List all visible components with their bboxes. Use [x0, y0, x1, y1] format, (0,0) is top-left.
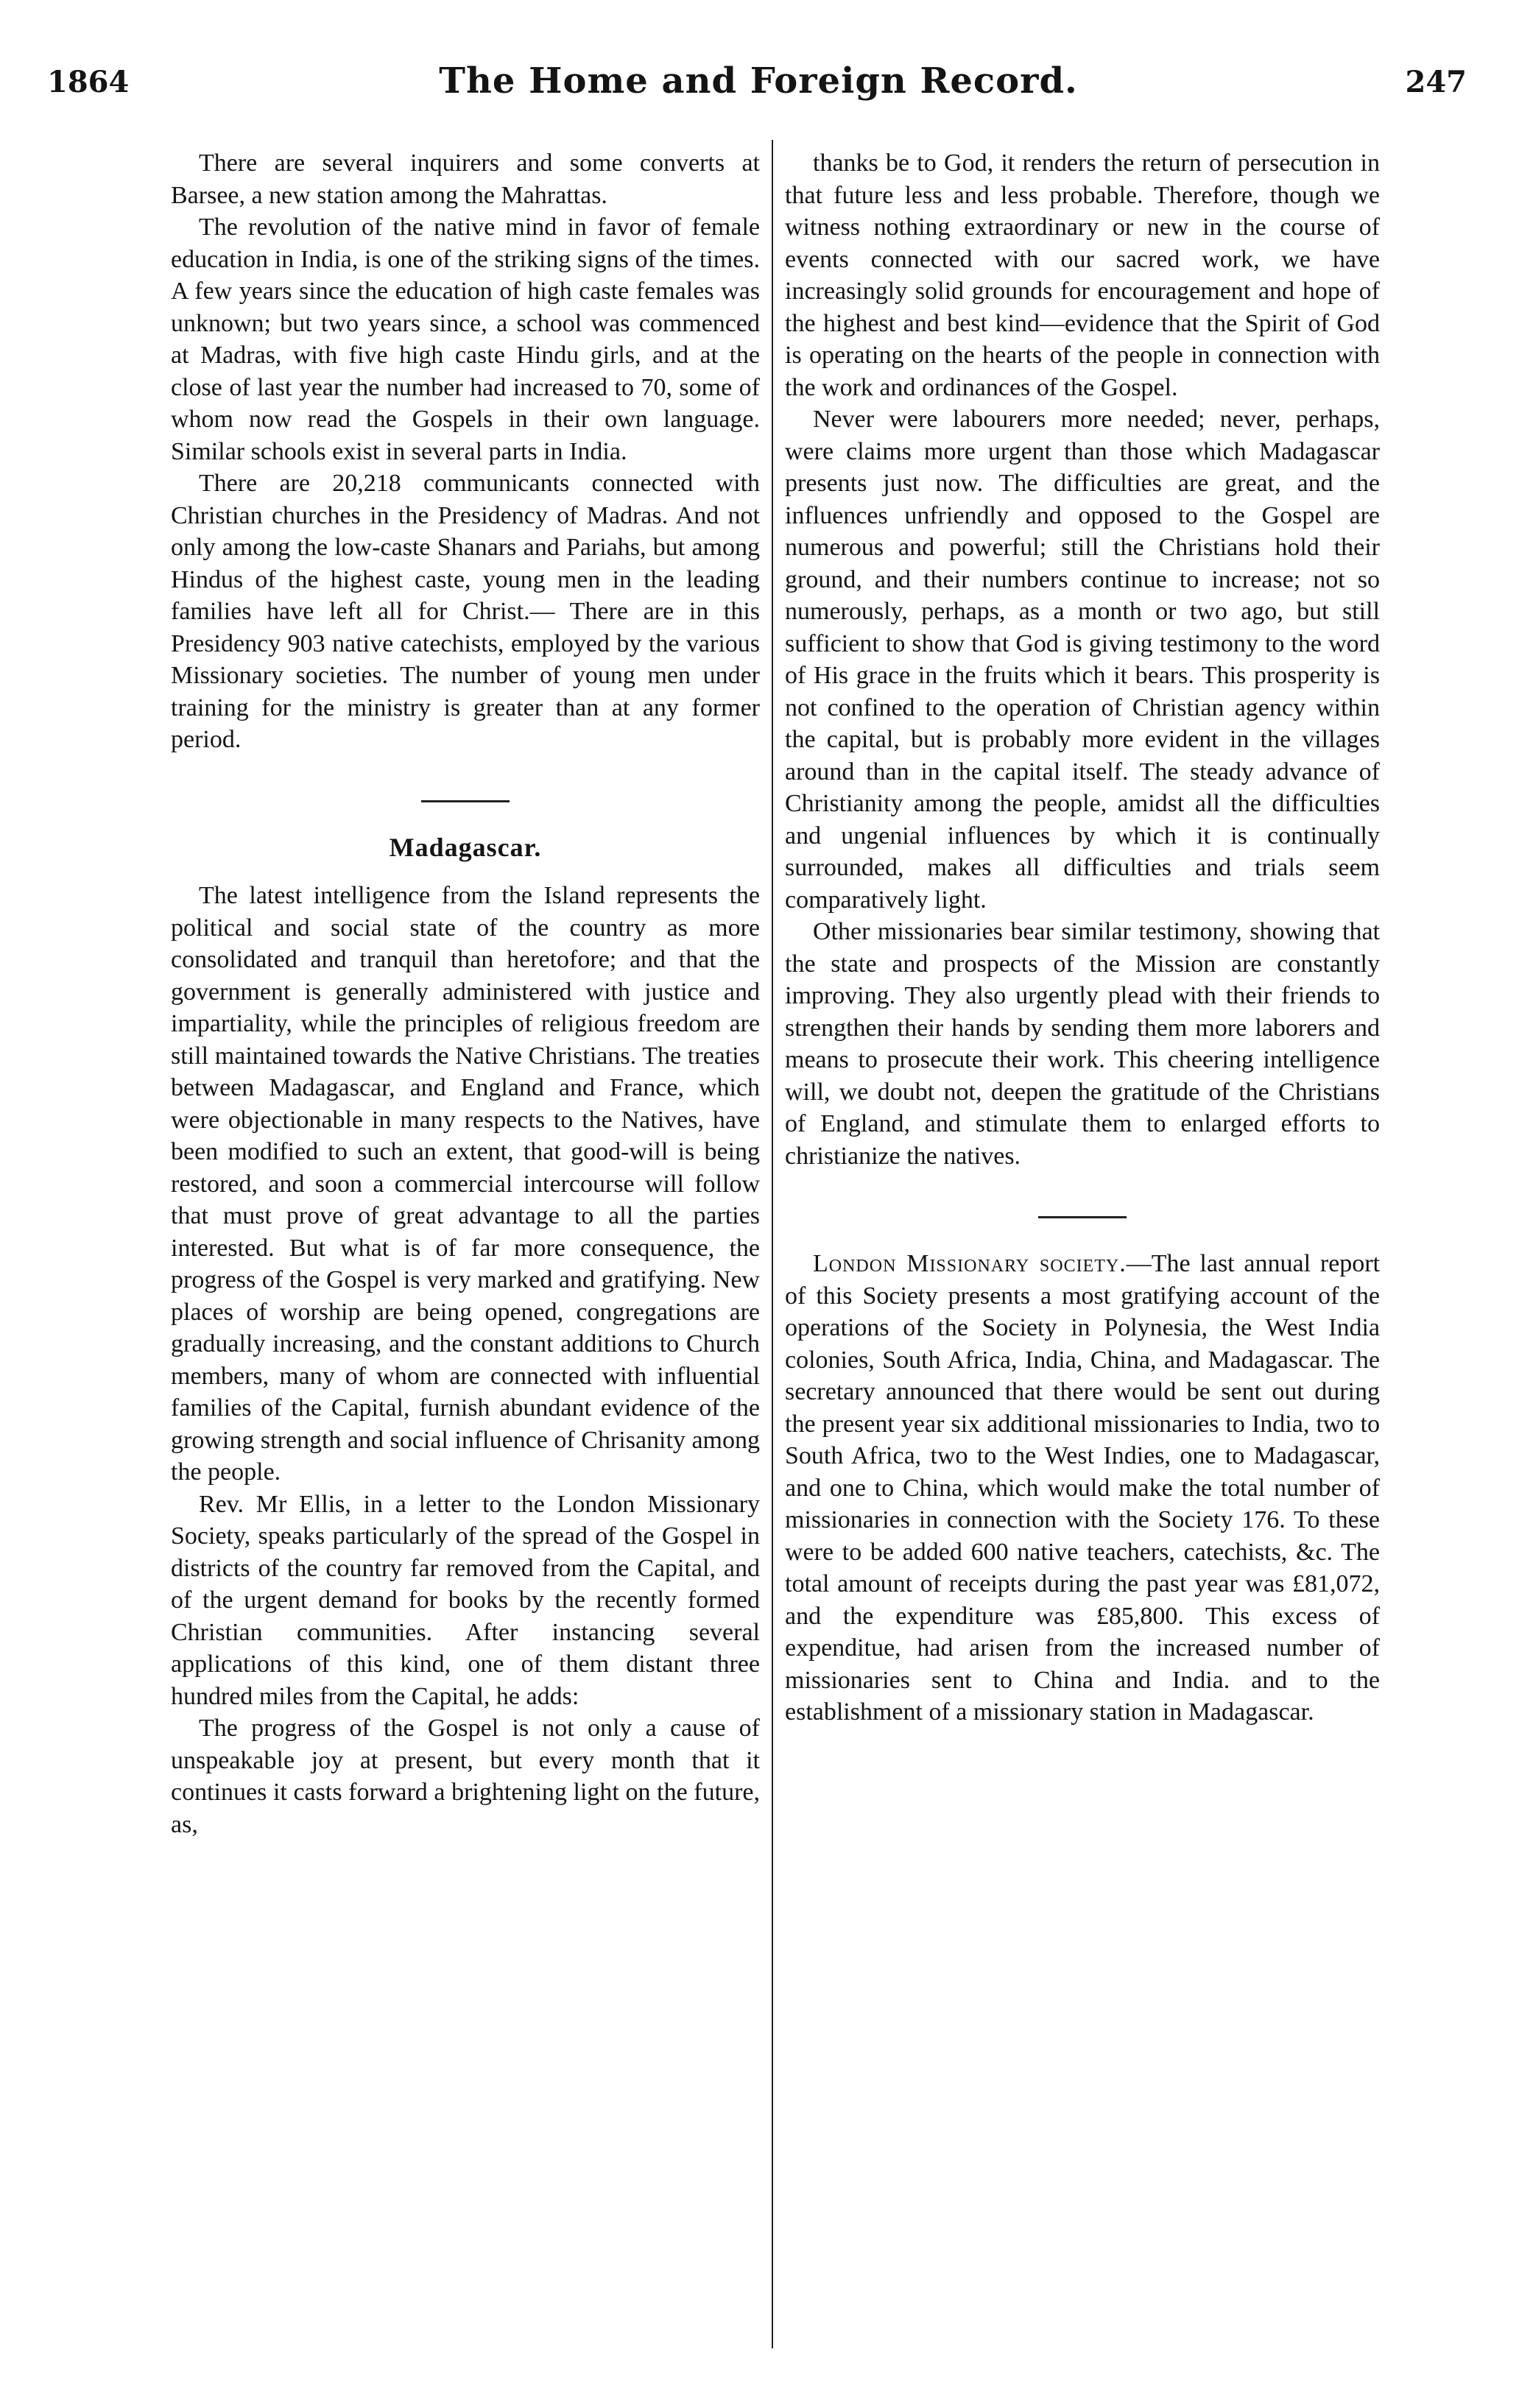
paragraph: Never were labourers more needed; never, perhaps, were claims more urgent than those which Madagascar presents just now. The difficulties are great, and the influences unfriendly and opposed to the Gospel are numerous and powerful; still the Christians hold their ground, and their numbers continue to increase; not so numerously, perhaps, as a month or two ago, but still sufficient to show that God is giving testimony to the word of His grace in the fruits which it bears. This prosperity is not confined to the operation of Christian agency within the capital, but is probably more evident in the villages around than in the capital itself. The steady advance of Christianity among the people, amidst all the difficulties and ungenial influences by which it is continually surrounded, makes all difficulties and trials seem comparatively light.	[785, 406, 1380, 914]
page-number: 247	[1405, 65, 1467, 99]
section-rule	[1038, 1216, 1127, 1218]
paragraph-body: —The last annual report of this Society presents a most gratifying account of the operations of the Society in Polynesia, the West India colonies, South Africa, India, China, and Madagascar. The secretary announced that there would be sent out during the present year six additional missionaries to India, two to South Africa, two to the West Indies, one to Madagascar, and one to China, which would make the total number of missionaries in connection with the Society 176. To these were to be added 600 native teachers, catechists, &c. The total amount of receipts during the past year was £81,072, and the expenditure was £85,800. This excess of expenditue, had arisen from the increased number of missionaries sent to China and India. and to the establishment of a missionary station in Madagascar.	[785, 1250, 1381, 1726]
header-year: 1864	[47, 65, 130, 99]
run-in-heading: London Missionary society.	[813, 1250, 1127, 1277]
paragraph: There are several inquirers and some converts at Barsee, a new station among the Mahrattas.	[171, 149, 760, 209]
paragraph: The revolution of the native mind in favor of female education in India, is one of the striking signs of the times. A few years since the education of high caste females was unknown; but two years since, a school was commenced at Madras, with five high caste Hindu girls, and at the close of last year the number had increased to 70, some of whom now read the Gospels in their own language. Similar schools exist in several parts in India.	[171, 213, 760, 465]
paragraph: Other missionaries bear similar testimony, showing that the state and prospects of the Mission are constantly improving. They also urgently plead with their friends to strengthen their hands by sending them more laborers and means to prosecute their work. This cheering intelligence will, we doubt not, deepen the gratitude of the Christians of England, and stimulate them to enlarged efforts to christianize the natives.	[785, 918, 1380, 1170]
paragraph: The latest intelligence from the Island represents the political and social state of the country as more consolidated and tranquil than heretofore; and that the government is generally administered with justice and impartiality, while the principles of religious freedom are still maintained towards the Native Christians. The treaties between Madagascar, and England and France, which were objectionable in many respects to the Natives, have been modified to such an extent, that good-will is being restored, and soon a commercial intercourse will follow that must prove of great advantage to all the parties interested. But what is of far more consequence, the progress of the Gospel is very marked and gratifying. New places of worship are being opened, congregations are gradually increasing, and the constant additions to Church members, many of whom are connected with influential families of the Capital, furnish abundant evidence of the growing strength and social influence of Chrisanity among the people.	[171, 882, 760, 1486]
section-rule	[421, 800, 510, 802]
left-column	[171, 147, 760, 1840]
right-column	[785, 147, 1380, 1729]
paragraph: There are 20,218 communicants connected with Christian churches in the Presidency of Madras. And not only among the low-caste Shanars and Pariahs, but among Hindus of the highest caste, young men in the leading families have left all for Christ.— There are in this Presidency 903 native catechists, employed by the various Missionary societies. The number of young men under training for the ministry is greater than at any former period.	[171, 470, 760, 753]
column-divider	[772, 140, 773, 2348]
paragraph: Rev. Mr Ellis, in a letter to the London Missionary Society, speaks particularly of the spread of the Gospel in districts of the country far removed from the Capital, and of the urgent demand for books by the recently formed Christian communities. After instancing several applications of this kind, one of them distant three hundred miles from the Capital, he adds:	[171, 1490, 760, 1710]
paragraph	[785, 1248, 1380, 1729]
section-heading: Madagascar.	[389, 832, 542, 862]
paragraph: thanks be to God, it renders the return of persecution in that future less and less probable. Therefore, though we witness nothing extraordinary or new in the course of events connected with our sacred work, we have increasingly solid grounds for encouragement and hope of the highest and best kind—evidence that the Spirit of God is operating on the hearts of the people in connection with the work and ordinances of the Gospel.	[785, 149, 1380, 401]
header-title: The Home and Foreign Record.	[439, 60, 1078, 102]
paragraph: The progress of the Gospel is not only a cause of unspeakable joy at present, but every month that it continues it casts forward a brightening light on the future, as,	[171, 1715, 760, 1838]
running-header	[44, 60, 1473, 116]
